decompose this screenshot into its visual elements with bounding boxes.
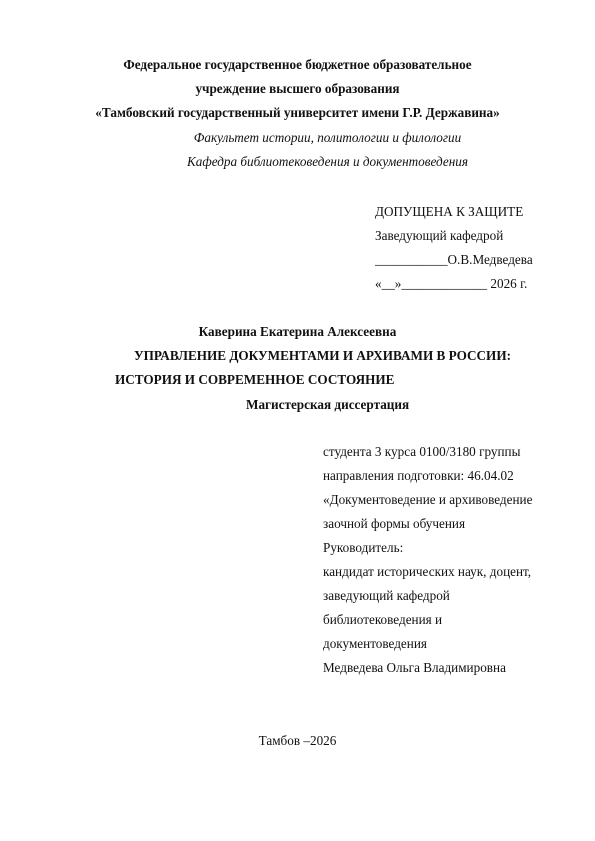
supervisor-info-line: кандидат исторических наук, доцент, <box>323 564 532 579</box>
student-info-line: заочной формы обучения <box>323 516 466 531</box>
thesis-title-line-1: УПРАВЛЕНИЕ ДОКУМЕНТАМИ И АРХИВАМИ В РОССИИ: <box>134 348 511 363</box>
faculty-name: Факультет истории, политологии и филологии <box>193 130 462 145</box>
university-name: «Тамбовский государственный университет имени Г.Р. Державина» <box>95 105 500 120</box>
supervisor-info-line: библиотековедения и <box>323 612 443 627</box>
student-info-line: студента 3 курса 0100/3180 группы <box>323 444 521 459</box>
header-line-2: учреждение высшего образования <box>195 81 400 96</box>
student-info-line: направления подготовки: 46.04.02 <box>323 468 514 483</box>
supervisor-label: Руководитель: <box>323 540 404 555</box>
supervisor-name: Медведева Ольга Владимировна <box>323 660 506 675</box>
approval-title: ДОПУЩЕНА К ЗАЩИТЕ <box>375 204 524 219</box>
approval-position: Заведующий кафедрой <box>375 228 504 243</box>
approval-date: «__»_____________ 2026 г. <box>375 276 528 291</box>
student-info-line: «Документоведение и архивоведение <box>323 492 533 507</box>
approval-signature: ___________О.В.Медведева <box>375 252 533 267</box>
author-name: Каверина Екатерина Алексеевна <box>198 324 397 339</box>
city-year: Тамбов –2026 <box>258 733 337 748</box>
thesis-type: Магистерская диссертация <box>246 397 410 412</box>
department-name: Кафедра библиотековедения и документоведения <box>187 154 468 169</box>
supervisor-info-line: документоведения <box>323 636 427 651</box>
header-line-1: Федеральное государственное бюджетное образовательное <box>123 57 472 72</box>
thesis-title-line-2: ИСТОРИЯ И СОВРЕМЕННОЕ СОСТОЯНИЕ <box>115 372 395 387</box>
supervisor-info-line: заведующий кафедрой <box>323 588 450 603</box>
